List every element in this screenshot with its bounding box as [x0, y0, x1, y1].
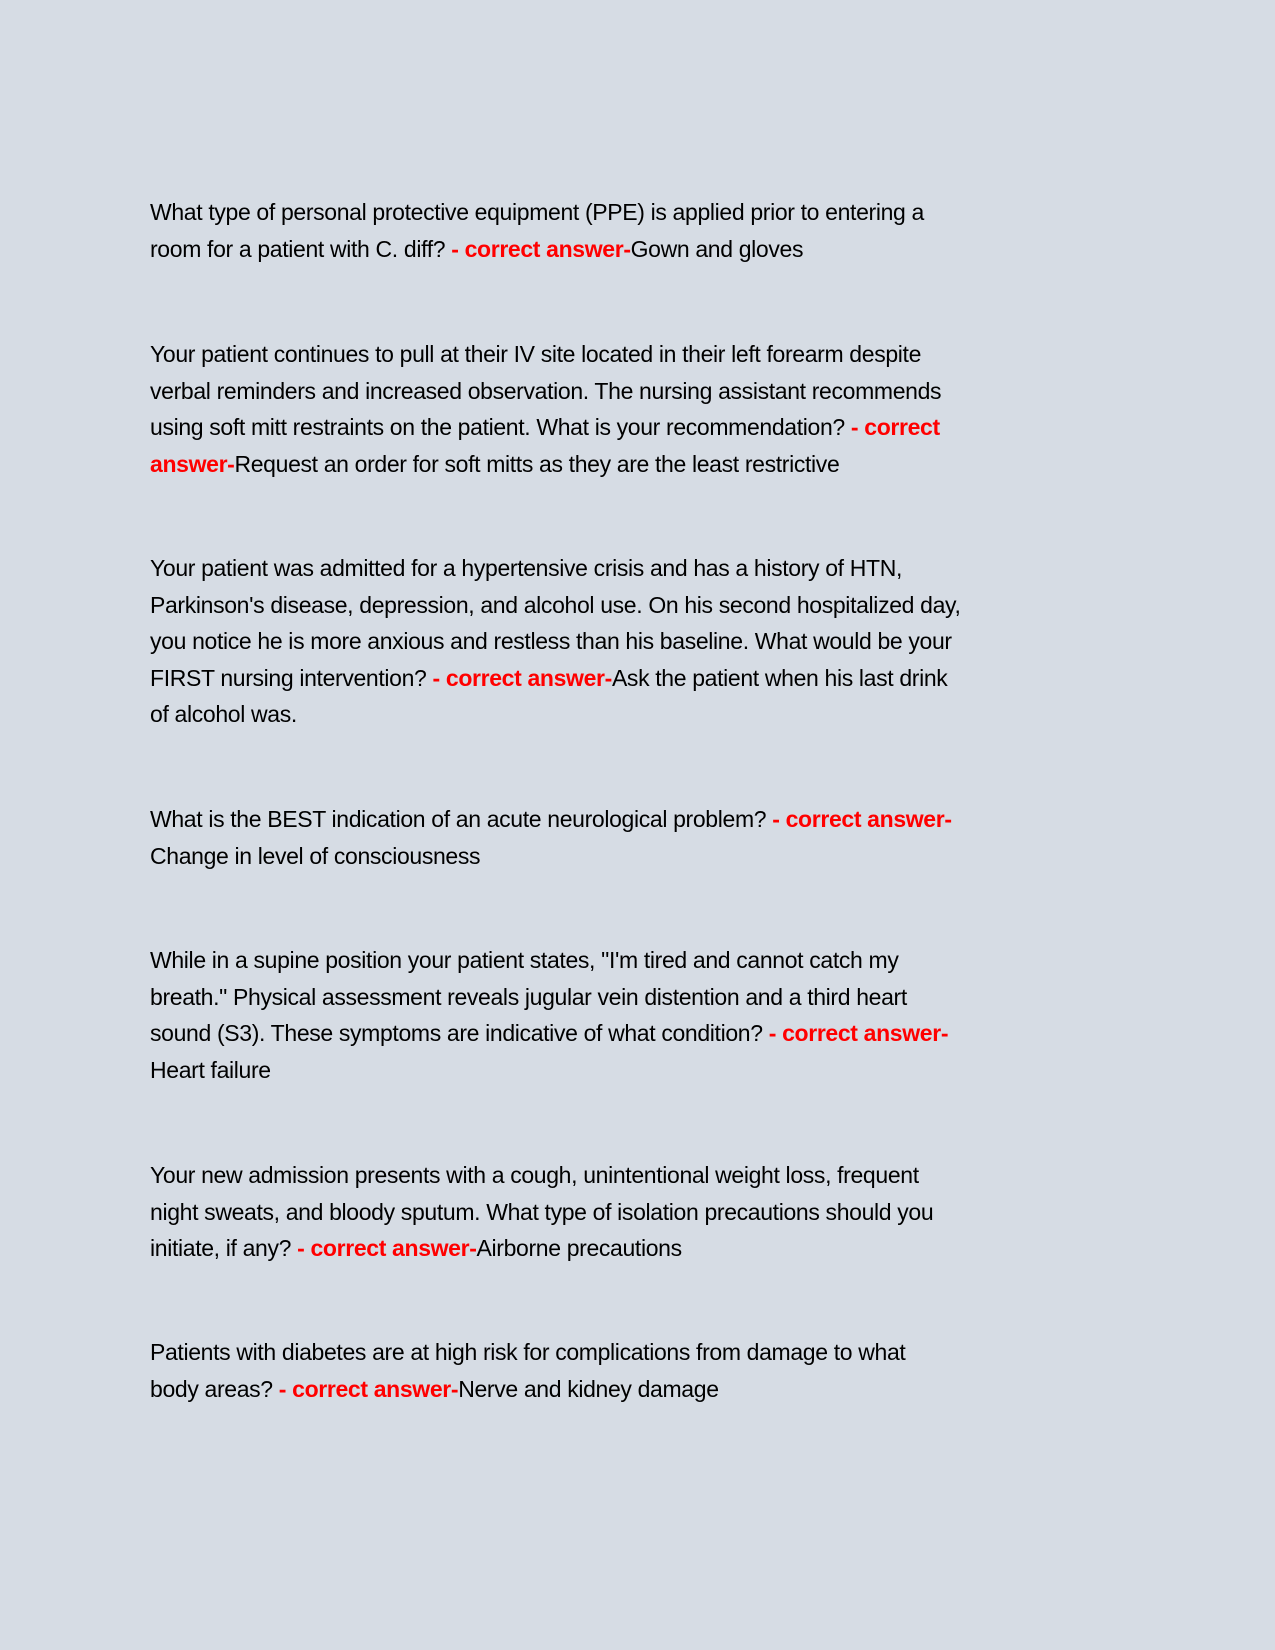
- answer-text: Gown and gloves: [630, 235, 804, 262]
- answer-line: [150, 696, 1130, 733]
- question-text: body areas?: [150, 1375, 279, 1402]
- correct-answer-label: - correct answer-: [278, 1375, 459, 1402]
- question-text: Your patient continues to pull at their IV site located in their left forearm despite: [150, 341, 922, 367]
- answer-text: Ask the patient when his last drink: [611, 664, 948, 691]
- question-line: [150, 1230, 1130, 1267]
- answer-text: Nerve and kidney damage: [458, 1375, 719, 1402]
- question-line: [150, 409, 1130, 446]
- question-line: [150, 942, 1130, 979]
- question-text: Your patient was admitted for a hypertensive crisis and has a history of HTN,: [150, 555, 903, 581]
- qa-item-heart-failure: [150, 942, 1130, 1088]
- question-text: you notice he is more anxious and restless than his baseline. What would be your: [150, 628, 952, 655]
- answer-line: [150, 838, 1130, 875]
- correct-answer-label: - correct answer-: [451, 235, 631, 262]
- question-text: verbal reminders and increased observation. The nursing assistant recommends: [150, 377, 942, 404]
- question-text: FIRST nursing intervention?: [150, 664, 433, 691]
- question-line: [150, 623, 1130, 660]
- question-line: [150, 1334, 1130, 1371]
- answer-text: of alcohol was.: [150, 701, 297, 728]
- question-text: initiate, if any?: [150, 1235, 298, 1262]
- qa-item-ppe: [150, 194, 1130, 267]
- question-line: [150, 550, 1130, 587]
- qa-item-neuro: [150, 801, 1130, 874]
- question-line: [150, 231, 1130, 268]
- answer-text: Change in level of consciousness: [150, 842, 481, 869]
- question-line: [150, 979, 1130, 1016]
- question-line: [150, 1157, 1130, 1194]
- question-text: Parkinson's disease, depression, and alcohol use. On his second hospitalized day,: [150, 591, 961, 618]
- correct-answer-label: - correct answer-: [432, 664, 612, 691]
- qa-item-diabetes: [150, 1334, 1130, 1407]
- correct-answer-label: - correct answer-: [768, 1020, 949, 1047]
- correct-answer-label: - correct: [850, 414, 940, 441]
- question-line: [150, 801, 1130, 838]
- question-text: What type of personal protective equipment (PPE) is applied prior to entering a: [150, 199, 924, 225]
- question-text: using soft mitt restraints on the patient. What is your recommendation?: [150, 414, 851, 441]
- question-text: breath." Physical assessment reveals jugular vein distention and a third heart: [150, 983, 907, 1010]
- question-line: [150, 373, 1130, 410]
- question-line: [150, 587, 1130, 624]
- question-text: room for a patient with C. diff?: [150, 235, 452, 262]
- answer-line: [150, 1052, 1130, 1089]
- question-text: Patients with diabetes are at high risk for complications from damage to what: [150, 1339, 906, 1365]
- qa-item-isolation: [150, 1157, 1130, 1267]
- qa-item-alcohol-withdrawal: [150, 550, 1130, 733]
- answer-text: Airborne precautions: [476, 1235, 682, 1262]
- question-line: [150, 1371, 1130, 1408]
- question-text: What is the BEST indication of an acute neurological problem?: [150, 806, 773, 832]
- correct-answer-label: - correct answer-: [297, 1235, 477, 1262]
- question-text: night sweats, and bloody sputum. What type of isolation precautions should you: [150, 1198, 934, 1225]
- answer-text: Heart failure: [150, 1056, 271, 1083]
- question-text: sound (S3). These symptoms are indicative of what condition?: [150, 1020, 769, 1047]
- correct-answer-label: answer-: [150, 450, 235, 477]
- question-line: [150, 1015, 1130, 1052]
- question-line: [150, 660, 1130, 697]
- correct-answer-label: - correct answer-: [772, 806, 952, 832]
- question-text: Your new admission presents with a cough, unintentional weight loss, frequent: [150, 1162, 919, 1188]
- answer-line: [150, 446, 1130, 483]
- answer-text: Request an order for soft mitts as they are the least restrictive: [234, 450, 840, 477]
- question-line: [150, 194, 1130, 231]
- qa-item-iv-restraints: [150, 336, 1130, 482]
- question-line: [150, 1194, 1130, 1231]
- question-line: [150, 336, 1130, 373]
- question-text: While in a supine position your patient states, "I'm tired and cannot catch my: [150, 947, 899, 973]
